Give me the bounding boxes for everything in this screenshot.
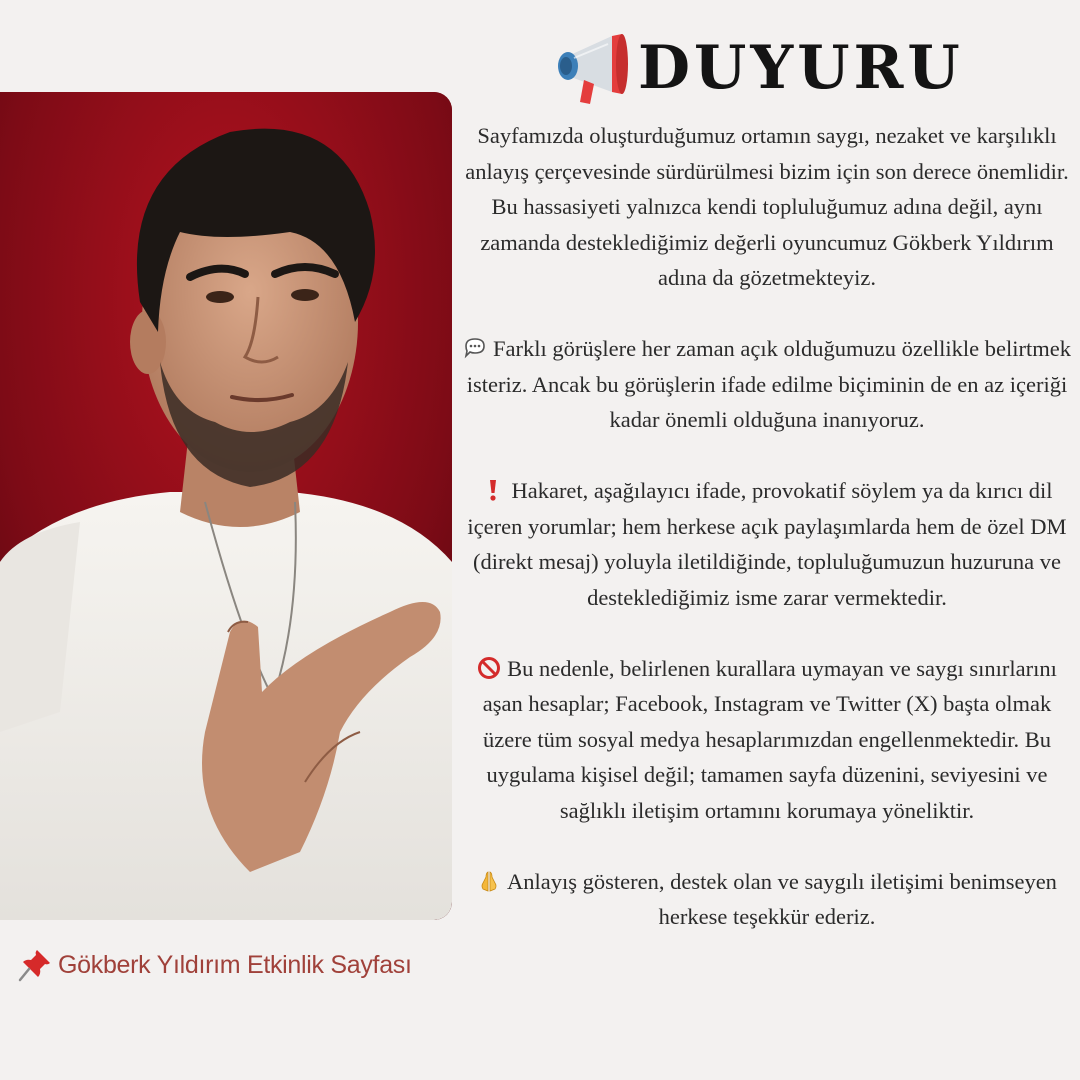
prohibited-icon	[477, 656, 501, 680]
portrait-photo	[0, 92, 452, 920]
page-caption	[18, 948, 458, 982]
paragraph-text: Sayfamızda oluşturduğumuz ortamın saygı, nezaket ve karşılıklı anlayış çerçevesinde sürdürülmesi bizim için son derece önemlidir. Bu hassasiyeti yalnızca kendi topluluğumuz adına değil, aynı zamanda desteklediğimiz değerli oyuncumuz Gökberk Yıldırım adına da gözetmekteyiz.	[465, 123, 1069, 290]
announcement-body	[462, 118, 1072, 935]
exclamation-icon	[481, 478, 505, 502]
folded-hands-icon	[477, 869, 501, 893]
speech-bubble-icon	[463, 336, 487, 360]
announcement-header	[550, 28, 990, 108]
paragraph-intro	[462, 118, 1072, 296]
paragraph-opinions	[462, 331, 1072, 438]
paragraph-warning	[462, 473, 1072, 615]
paragraph-text: Bu nedenle, belirlenen kurallara uymayan ve saygı sınırlarını aşan hesaplar; Facebook, Instagram ve Twitter (X) başta olmak üzere tüm sosyal medya hesaplarımızdan engellenmektedir. Bu uygulama kişisel değil; tamamen sayfa düzenini, seviyesini ve sağlıklı iletişim ortamını korumaya yöneliktir.	[482, 655, 1057, 823]
page-title: DUYURU	[638, 33, 964, 103]
caption-text: Gökberk Yıldırım Etkinlik Sayfası	[58, 950, 412, 979]
paragraph-text: Anlayış gösteren, destek olan ve saygılı iletişimi benimseyen herkese teşekkür ederiz.	[507, 868, 1057, 929]
paragraph-block-policy	[462, 651, 1072, 829]
paragraph-text: Farklı görüşlere her zaman açık olduğumuzu özellikle belirtmek isteriz. Ancak bu görüşlerin ifade edilme biçiminin de en az içeriği kadar önemli olduğuna inanıyoruz.	[466, 336, 1071, 432]
pushpin-icon	[18, 948, 52, 982]
megaphone-icon	[550, 30, 630, 106]
paragraph-text: Hakaret, aşağılayıcı ifade, provokatif söylem ya da kırıcı dil içeren yorumlar; hem herkese açık paylaşımlarda hem de özel DM (direkt mesaj) yoluyla iletildiğinde, topluluğumuzun huzuruna ve desteklediğimiz isme zarar vermektedir.	[467, 478, 1067, 610]
paragraph-thanks	[462, 864, 1072, 935]
